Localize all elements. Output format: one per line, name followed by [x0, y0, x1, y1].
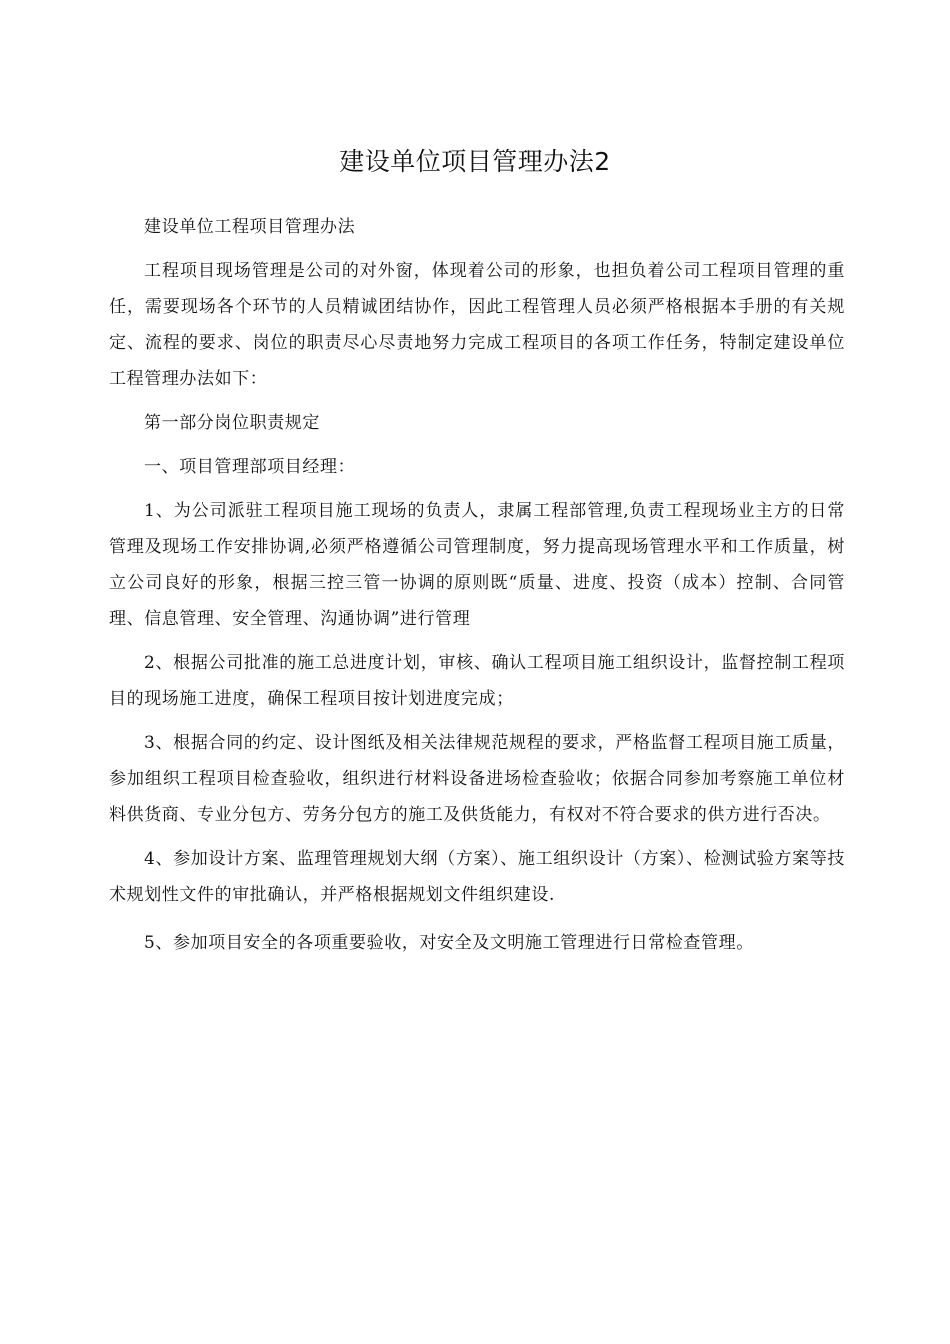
paragraph-intro: 工程项目现场管理是公司的对外窗，体现着公司的形象，也担负着公司工程项目管理的重任，需要现场各个环节的人员精诚团结协作，因此工程管理人员必须严格根据本手册的有关规定、流程的要求、岗位的职责尽心尽责地努力完成工程项目的各项工作任务，特制定建设单位工程管理办法如下： — [109, 261, 845, 389]
paragraph-subtitle: 建设单位工程项目管理办法 — [144, 217, 356, 237]
paragraph-item-4: 4、参加设计方案、监理管理规划大纲（方案）、施工组织设计（方案）、检测试验方案等技术规划性文件的审批确认，并严格根据规划文件组织建设. — [109, 849, 845, 905]
paragraph-item-3: 3、根据合同的约定、设计图纸及相关法律规范规程的要求，严格监督工程项目施工质量，参加组织工程项目检查验收，组织进行材料设备进场检查验收；依据合同参加考察施工单位材料供货商、专业分包方、劳务分包方的施工及供货能力，有权对不符合要求的供方进行否决。 — [109, 733, 845, 825]
paragraph-section-one-heading: 一、项目管理部项目经理： — [144, 457, 356, 477]
paragraph-item-2: 2、根据公司批准的施工总进度计划，审核、确认工程项目施工组织设计，监督控制工程项目的现场施工进度，确保工程项目按计划进度完成； — [109, 653, 845, 709]
document-title: 建设单位项目管理办法2 — [339, 147, 611, 176]
paragraph-part-one-heading: 第一部分岗位职责规定 — [144, 413, 320, 433]
document-body — [109, 209, 845, 969]
paragraph-item-1: 1、为公司派驻工程项目施工现场的负责人，隶属工程部管理,负责工程现场业主方的日常管理及现场工作安排协调,必须严格遵循公司管理制度，努力提高现场管理水平和工作质量，树立公司良好的形象，根据三控三管一协调的原则既“质量、进度、投资（成本）控制、合同管理、信息管理、安全管理、沟通协调”进行管理 — [109, 501, 845, 629]
paragraph-item-5: 5、参加项目安全的各项重要验收，对安全及文明施工管理进行日常检查管理。 — [144, 933, 754, 953]
